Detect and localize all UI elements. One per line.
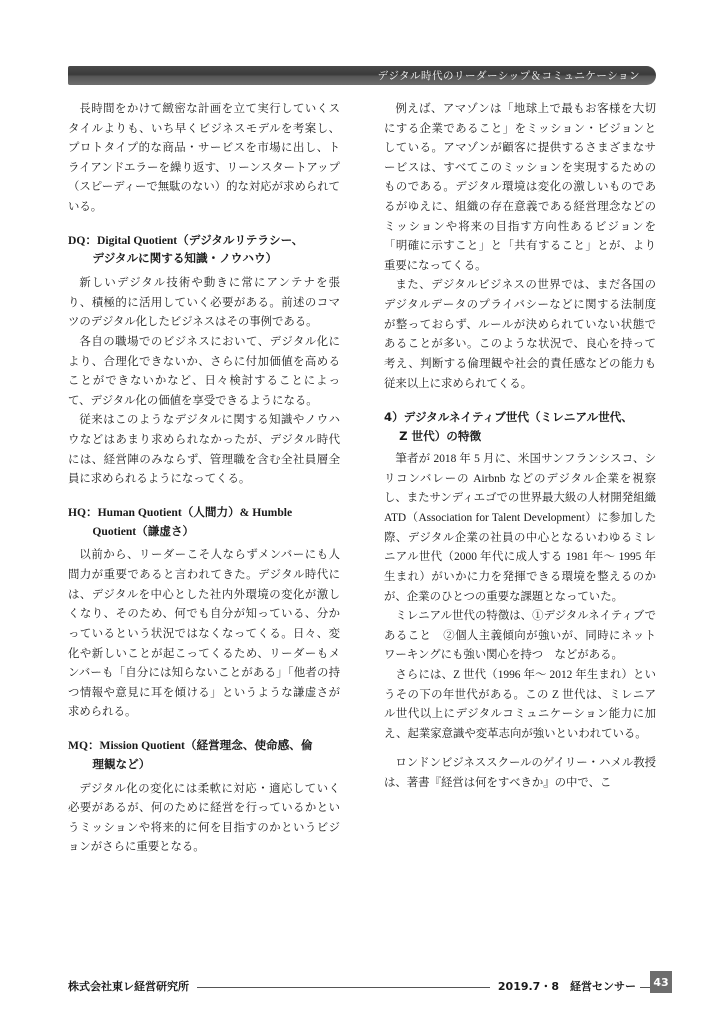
heading-section-4 bbox=[384, 408, 656, 445]
heading-mq bbox=[68, 737, 340, 775]
heading-section-4-line2: Z 世代）の特徴 bbox=[399, 428, 482, 443]
heading-dq bbox=[68, 232, 340, 270]
footer-publisher: 株式会社東レ経営研究所 bbox=[68, 978, 197, 994]
paragraph: 各自の職場でのビジネスにおいて、デジタル化により、合理化できないか、さらに付加価値を高めることができないかなど、日々検討することによって、デジタル化の価値を享受できるようになる。 bbox=[68, 336, 340, 407]
paragraph: 従来はこのようなデジタルに関する知識やノウハウなどはあまり求められなかったが、デジタル時代には、経営陣のみならず、管理職を含む全社員層全員に求められるようになってくる。 bbox=[68, 414, 340, 486]
page-number: 43 bbox=[650, 971, 672, 993]
paragraph: 新しいデジタル技術や動きに常にアンテナを張り、積極的に活用していく必要がある。前述のコマツのデジタル化したビジネスはその事例である。 bbox=[68, 277, 340, 329]
heading-hq-line2: Quotient（謙虚さ） bbox=[92, 524, 195, 538]
heading-dq-line1: DQ：Digital Quotient（デジタルリテラシー、 bbox=[68, 233, 304, 247]
left-column bbox=[68, 100, 340, 858]
right-column bbox=[384, 100, 656, 794]
paragraph: さらには、Z 世代（1996 年〜 2012 年生まれ）というその下の年世代がある。この Z 世代は、ミレニアル世代以上にデジタルコミュニケーション能力に加え、起業家意識や変革志向が強いといわれている。 bbox=[384, 668, 656, 740]
paragraph: 以前から、リーダーこそ人ならずメンバーにも人間力が重要であると言われてきた。デジタル時代には、デジタルを中心とした社内外環境の変化が激しくなり、そのため、何でも自分が知っている、分かっているという状況ではなくなってくる。日々、変化や新しいことが起こってくるため、リーダーもメンバーも「自分には知らないことがある」「他者の持つ情報や意見に耳を傾ける」というような謙虚さが求められる。 bbox=[68, 549, 340, 719]
paragraph: 例えば、アマゾンは「地球上で最もお客様を大切にする企業であること」をミッション・ビジョンとしている。アマゾンが顧客に提供するさまざまなサービスは、すべてこのミッションを実現するためのものである。デジタル環境は変化の激しいものであるがゆえに、組織の存在意義である経営理念などのミッションや将来の目指す方向性あるビジョンを「明確に示すこと」と「共有すること」とが、より重要になってくる。 bbox=[384, 103, 656, 272]
paragraph-spacer bbox=[384, 744, 656, 754]
heading-mq-line2: 理観など） bbox=[92, 757, 151, 771]
heading-section-4-line1: 4）デジタルネイティブ世代（ミレニアル世代、 bbox=[384, 410, 633, 425]
header-title: デジタル時代のリーダーシップ＆コミュニケーション bbox=[377, 70, 640, 82]
paragraph: デジタル化の変化には柔軟に対応・適応していく必要があるが、何のために経営を行っているかというミッションや将来的に何を目指すのかというビジョンがさらに重要となる。 bbox=[68, 782, 340, 854]
paragraph: また、デジタルビジネスの世界では、まだ各国のデジタルデータのプライバシーなどに関する法制度が整っておらず、ルールが決められていない状態であることが多い。このような状況で、良心を持って考え、判断する倫理観や社会的責任感などの能力も従来以上に求められてくる。 bbox=[384, 279, 656, 390]
page-header-band bbox=[68, 66, 656, 85]
paragraph: ミレニアル世代の特徴は、①デジタルネイティブであること ②個人主義傾向が強いが、同時にネットワーキングにも強い関心を持つ などがある。 bbox=[384, 610, 656, 662]
heading-hq bbox=[68, 504, 340, 542]
paragraph: ロンドンビジネススクールのゲイリー・ハメル教授は、著書『経営は何をすべきか』の中で、こ bbox=[384, 757, 657, 789]
heading-hq-line1: HQ：Human Quotient（人間力）& Humble bbox=[68, 505, 293, 519]
heading-dq-line2: デジタルに関する知識・ノウハウ） bbox=[92, 252, 278, 266]
footer-issue: 2019.7・8 経営センサー bbox=[490, 978, 640, 994]
paragraph: 筆者が 2018 年 5 月に、米国サンフランシスコ、シリコンバレーの Airbnb などのデジタル企業を視察し、またサンディエゴでの世界最大級の人材開発組織 ATD（Association for Talent Development）に参加した際、デジタル企業の社員の中心となるいわゆるミレニアル世代（2000 年代に成人する 1981 年〜 1995 年生まれ）がいかに力を発揮できる環境を整えるのかが、企業のひとつの重要な課題となっていた。 bbox=[384, 453, 656, 603]
paragraph: 長時間をかけて緻密な計画を立て実行していくスタイルよりも、いち早くビジネスモデルを考案し、プロトタイプ的な商品・サービスを市場に出し、トライアンドエラーを繰り返す、リーンスタートアップ（スピーディーで無駄のない）的な対応が求められている。 bbox=[68, 103, 341, 214]
heading-mq-line1: MQ：Mission Quotient（経営理念、使命感、倫 bbox=[68, 738, 313, 752]
